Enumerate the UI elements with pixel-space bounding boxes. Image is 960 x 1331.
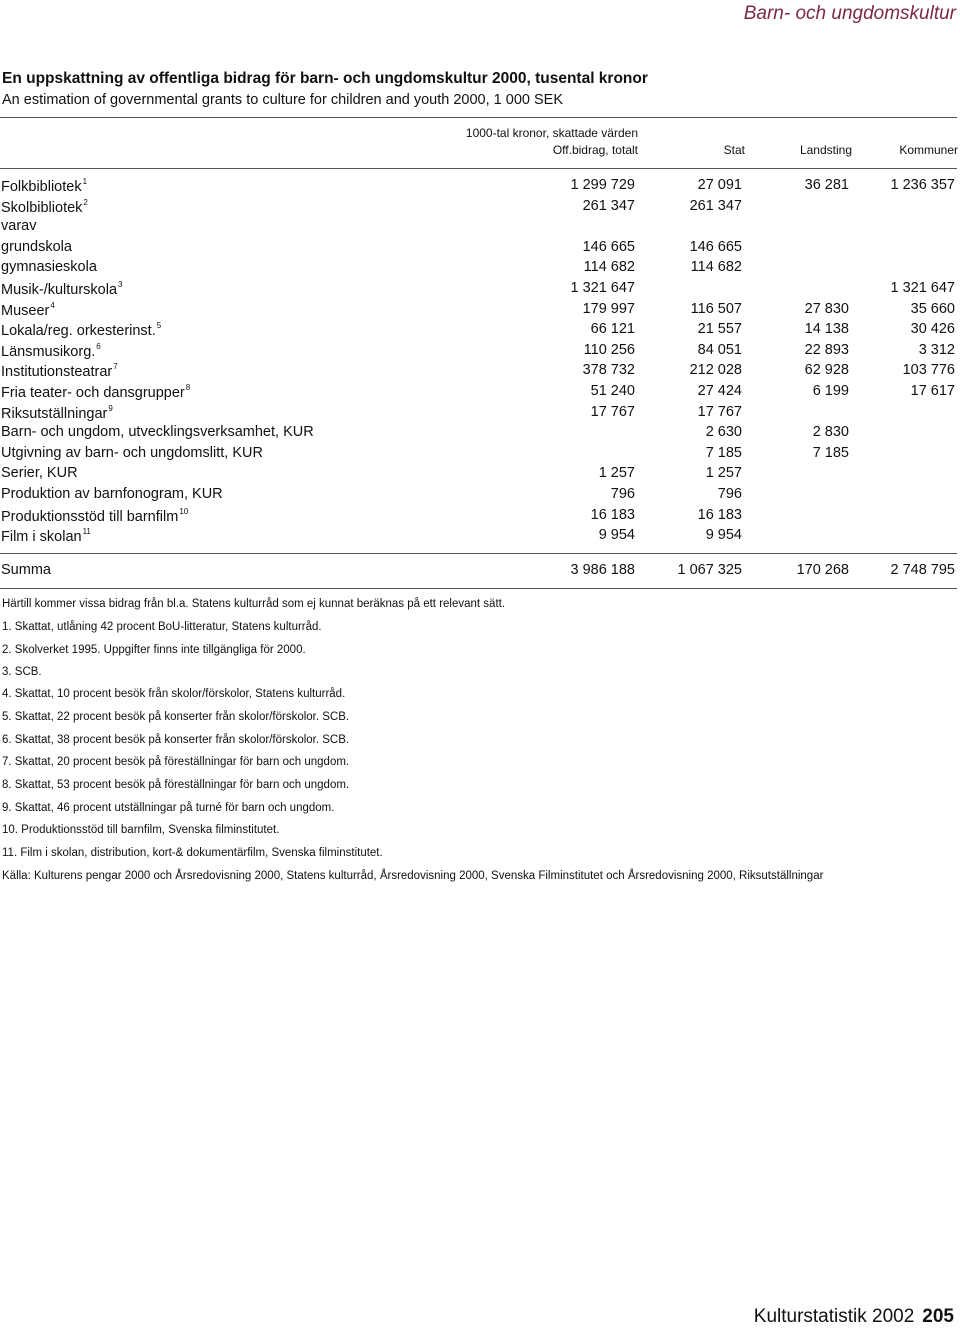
table-row — [0, 362, 957, 382]
cell-landsting: 7 185 — [812, 444, 849, 461]
column-header-total: Off.bidrag, totalt — [552, 143, 638, 157]
row-label — [1, 280, 122, 298]
table-row — [0, 239, 957, 259]
row-label-text: Musik-/kulturskola — [1, 282, 118, 298]
footnote-ref: 8 — [185, 383, 191, 392]
cell-landsting: 6 199 — [812, 383, 849, 399]
total-bottom-rule — [0, 588, 957, 589]
table-row — [0, 383, 957, 403]
cell-stat: 114 682 — [690, 259, 742, 276]
row-label — [1, 404, 113, 422]
footnote: Härtill kommer vissa bidrag från bl.a. Statens kulturråd som ej kunnat beräknas på ett relevant sätt. — [2, 598, 506, 610]
cell-total: 146 665 — [582, 238, 635, 255]
total-row — [0, 562, 957, 582]
cell-landsting: 36 281 — [804, 177, 849, 193]
cell-stat: 17 767 — [697, 403, 742, 420]
row-label-text: Serier, KUR — [1, 465, 78, 482]
table-row — [0, 342, 957, 362]
cell-kommuner: 17 617 — [910, 383, 955, 399]
page-number: 205 — [922, 1306, 954, 1327]
footnote-ref: 5 — [156, 321, 162, 331]
cell-stat: 21 557 — [697, 321, 742, 338]
table-row — [0, 280, 957, 300]
cell-stat: 27 091 — [697, 177, 742, 193]
cell-kommuner: 1 321 647 — [890, 280, 955, 296]
total-value-stat: 1 067 325 — [677, 562, 742, 578]
footnote-ref: 3 — [118, 280, 123, 289]
footnote-ref: 4 — [50, 300, 55, 310]
row-label-text: Barn- och ungdom, utvecklingsverksamhet, KUR — [1, 424, 314, 441]
column-header-stat: Stat — [723, 143, 745, 157]
cell-kommuner: 1 236 357 — [890, 177, 955, 193]
total-label: Summa — [1, 562, 51, 578]
table-row — [0, 218, 957, 238]
cell-total: 66 121 — [590, 321, 635, 338]
row-label — [1, 424, 314, 440]
cell-stat: 84 051 — [697, 341, 742, 358]
row-label — [1, 239, 72, 255]
row-label-text: Film i skolan — [1, 529, 82, 546]
table-row — [0, 527, 957, 547]
unit-note: 1000-tal kronor, skattade värden — [465, 126, 638, 140]
row-label-text: varav — [1, 218, 37, 235]
cell-total: 16 183 — [590, 506, 635, 523]
cell-kommuner: 103 776 — [902, 362, 955, 379]
cell-stat: 261 347 — [689, 197, 742, 214]
row-label — [1, 507, 188, 525]
table-row — [0, 486, 957, 506]
cell-stat: 116 507 — [690, 300, 742, 317]
row-label-text: Riksutställningar — [1, 405, 108, 422]
cell-total: 51 240 — [590, 383, 635, 399]
row-label-text: gymnasieskola — [1, 259, 97, 276]
cell-total: 1 257 — [598, 465, 635, 482]
table-row — [0, 259, 957, 279]
footnote-ref: 2 — [83, 197, 88, 207]
cell-kommuner: 30 426 — [910, 321, 955, 338]
row-label — [1, 383, 190, 401]
row-label-text: Museer — [1, 302, 50, 319]
section-header: Barn- och ungdomskultur — [743, 3, 956, 24]
cell-stat: 212 028 — [689, 362, 742, 379]
footnote-ref: 9 — [108, 403, 113, 413]
table-row — [0, 198, 957, 218]
cell-total: 378 732 — [582, 362, 635, 379]
row-label — [1, 465, 78, 481]
row-label — [1, 486, 223, 502]
footnote: 6. Skattat, 38 procent besök på konserter från skolor/förskolor. SCB. — [2, 734, 350, 746]
table-row — [0, 424, 957, 444]
row-label — [1, 198, 88, 216]
cell-stat: 27 424 — [697, 383, 742, 399]
header-rule — [0, 168, 957, 169]
table-row — [0, 321, 957, 341]
cell-stat: 7 185 — [705, 444, 742, 461]
table-row — [0, 301, 957, 321]
cell-total: 17 767 — [590, 403, 635, 420]
footnote: 3. SCB. — [2, 666, 42, 678]
table-row — [0, 465, 957, 485]
cell-total: 796 — [610, 486, 635, 502]
row-label — [1, 342, 101, 360]
cell-landsting: 14 138 — [804, 321, 849, 338]
footnote: 11. Film i skolan, distribution, kort-& dokumentärfilm, Svenska filminstitutet. — [2, 847, 383, 859]
row-label-text: Skolbibliotek — [1, 199, 83, 216]
row-label-text: grundskola — [1, 238, 72, 255]
cell-total: 179 997 — [582, 300, 635, 317]
row-label — [1, 177, 87, 195]
publication-name: Kulturstatistik 2002 — [753, 1306, 915, 1327]
column-header-landsting: Landsting — [799, 143, 852, 157]
cell-landsting: 2 830 — [812, 424, 849, 441]
footnote-ref: 6 — [96, 341, 101, 351]
row-label-text: Utgivning av barn- och ungdomslitt, KUR — [1, 444, 263, 461]
cell-stat: 16 183 — [697, 506, 742, 523]
column-header-kommuner: Kommuner — [899, 143, 958, 157]
footnote: 5. Skattat, 22 procent besök på konserter från skolor/förskolor. SCB. — [2, 711, 350, 723]
row-label-text: Institutionsteatrar — [1, 364, 113, 381]
footnote-ref: 10 — [179, 506, 189, 516]
row-label-text: Produktion av barnfonogram, KUR — [1, 486, 223, 502]
footnote: 9. Skattat, 46 procent utställningar på turné för barn och ungdom. — [2, 802, 335, 814]
table-row — [0, 177, 957, 197]
row-label-text: Länsmusikorg. — [1, 343, 96, 360]
table-row — [0, 445, 957, 465]
page-footer — [754, 1306, 954, 1328]
total-top-rule — [0, 553, 957, 554]
row-label — [1, 301, 55, 319]
cell-stat: 9 954 — [705, 527, 742, 544]
footnote: 8. Skattat, 53 procent besök på föreställningar för barn och ungdom. — [2, 779, 350, 791]
cell-stat: 1 257 — [705, 465, 742, 482]
cell-total: 110 256 — [583, 341, 635, 358]
footnote: 2. Skolverket 1995. Uppgifter finns inte tillgängliga för 2000. — [2, 644, 306, 656]
top-rule — [0, 117, 957, 118]
cell-kommuner: 35 660 — [910, 300, 955, 317]
row-label — [1, 259, 97, 275]
table-title-swedish: En uppskattning av offentliga bidrag för barn- och ungdomskultur 2000, tusental kronor — [2, 70, 648, 87]
row-label — [1, 218, 36, 234]
cell-total: 114 682 — [583, 259, 635, 276]
cell-total: 9 954 — [598, 527, 635, 544]
footnote: 1. Skattat, utlåning 42 procent BoU-litteratur, Statens kulturråd. — [2, 621, 322, 633]
footnote-ref: 11 — [82, 527, 91, 537]
footnote-ref: 1 — [82, 177, 88, 186]
cell-stat: 146 665 — [689, 238, 742, 255]
cell-landsting: 27 830 — [804, 300, 849, 317]
row-label — [1, 445, 263, 461]
cell-landsting: 62 928 — [804, 362, 849, 379]
cell-landsting: 22 893 — [804, 341, 849, 358]
cell-total: 1 299 729 — [570, 177, 635, 193]
row-label-text: Folkbibliotek — [1, 179, 82, 195]
cell-stat: 796 — [717, 486, 742, 502]
total-value-total: 3 986 188 — [570, 562, 635, 578]
total-value-landsting: 170 268 — [796, 562, 849, 578]
footnote: 10. Produktionsstöd till barnfilm, Svenska filminstitutet. — [2, 824, 280, 836]
row-label-text: Produktionsstöd till barnfilm — [1, 508, 179, 525]
row-label-text: Lokala/reg. orkesterinst. — [1, 323, 156, 340]
cell-total: 1 321 647 — [570, 280, 635, 296]
cell-stat: 2 630 — [705, 424, 742, 441]
footnote: 7. Skattat, 20 procent besök på föreställningar för barn och ungdom. — [2, 756, 350, 768]
source-note: Källa: Kulturens pengar 2000 och Årsredovisning 2000, Statens kulturråd, Årsredovisning 2000, Svenska Filminstitutet och Årsredovisning 2000, Riksutställningar — [2, 870, 824, 882]
footnote-ref: 7 — [113, 362, 118, 372]
cell-kommuner: 3 312 — [918, 341, 955, 358]
table-row — [0, 404, 957, 424]
table-title-english: An estimation of governmental grants to culture for children and youth 2000, 1 000 SEK — [2, 92, 564, 108]
footnote: 4. Skattat, 10 procent besök från skolor/förskolor, Statens kulturråd. — [2, 688, 346, 700]
row-label — [1, 321, 161, 339]
table-row — [0, 507, 957, 527]
cell-total: 261 347 — [582, 197, 635, 214]
row-label — [1, 362, 118, 380]
row-label — [1, 527, 91, 545]
total-value-kommuner: 2 748 795 — [890, 562, 955, 578]
row-label-text: Fria teater- och dansgrupper — [1, 385, 185, 401]
